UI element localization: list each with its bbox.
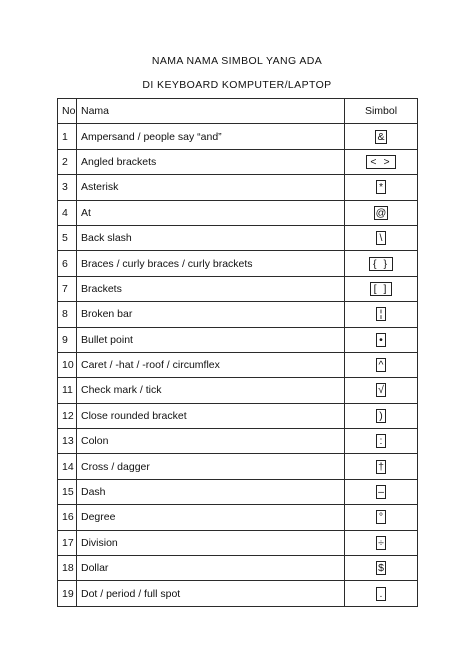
row-number: 5: [58, 225, 77, 250]
symbol-cell: [345, 454, 418, 479]
symbol-table: [57, 98, 418, 607]
symbol-cell: [345, 327, 418, 352]
symbol-glyph: < >: [366, 155, 395, 169]
table-row: [58, 581, 418, 606]
symbol-glyph: *: [376, 180, 386, 194]
symbol-cell: [345, 124, 418, 149]
symbol-glyph: [ ]: [370, 282, 393, 296]
symbol-glyph: :: [376, 434, 386, 448]
table-row: [58, 454, 418, 479]
document-title-line-1: NAMA NAMA SIMBOL YANG ADA: [151, 55, 323, 67]
symbol-name: Check mark / tick: [77, 378, 345, 403]
symbol-name: Brackets: [77, 276, 345, 301]
symbol-cell: [345, 378, 418, 403]
row-number: 8: [58, 302, 77, 327]
symbol-name: Degree: [77, 505, 345, 530]
symbol-name: Dollar: [77, 556, 345, 581]
table-row: [58, 276, 418, 301]
symbol-name: Ampersand / people say “and”: [77, 124, 345, 149]
symbol-name: Broken bar: [77, 302, 345, 327]
row-number: 19: [58, 581, 77, 606]
header-nama: Nama: [77, 99, 345, 124]
symbol-glyph: \: [376, 231, 386, 245]
row-number: 16: [58, 505, 77, 530]
symbol-cell: [345, 225, 418, 250]
symbol-glyph: @: [375, 206, 387, 219]
symbol-glyph: •: [376, 333, 386, 347]
table-row: [58, 302, 418, 327]
symbol-cell: [345, 556, 418, 581]
symbol-name: Dash: [77, 479, 345, 504]
table-row: [58, 175, 418, 200]
header-simbol: Simbol: [345, 99, 418, 124]
row-number: 10: [58, 352, 77, 377]
row-number: 11: [58, 378, 77, 403]
symbol-name: Caret / -hat / -roof / circumflex: [77, 352, 345, 377]
row-number: 1: [58, 124, 77, 149]
symbol-cell: [345, 581, 418, 606]
symbol-glyph: { }: [369, 257, 393, 271]
symbol-name: Asterisk: [77, 175, 345, 200]
row-number: 3: [58, 175, 77, 200]
symbol-name: Colon: [77, 429, 345, 454]
row-number: 14: [58, 454, 77, 479]
symbol-name: Cross / dagger: [77, 454, 345, 479]
symbol-cell: [345, 276, 418, 301]
symbol-name: Close rounded bracket: [77, 403, 345, 428]
symbol-glyph: √: [376, 383, 386, 397]
table-row: [58, 200, 418, 225]
header-no: No: [58, 99, 77, 124]
table-row: [58, 352, 418, 377]
symbol-glyph: $: [376, 561, 386, 575]
symbol-name: Division: [77, 530, 345, 555]
symbol-cell: [345, 479, 418, 504]
row-number: 7: [58, 276, 77, 301]
symbol-name: Angled brackets: [77, 149, 345, 174]
table-header-row: [58, 99, 418, 124]
symbol-cell: [345, 200, 418, 225]
table-row: [58, 251, 418, 276]
row-number: 12: [58, 403, 77, 428]
document-title-line-2: DI KEYBOARD KOMPUTER/LAPTOP: [142, 79, 332, 91]
symbol-cell: [345, 251, 418, 276]
symbol-name: Braces / curly braces / curly brackets: [77, 251, 345, 276]
table-row: [58, 429, 418, 454]
symbol-cell: [345, 149, 418, 174]
symbol-glyph: ): [376, 409, 386, 423]
table-row: [58, 327, 418, 352]
symbol-glyph: .: [376, 587, 386, 601]
symbol-name: Dot / period / full spot: [77, 581, 345, 606]
symbol-cell: [345, 530, 418, 555]
table-row: [58, 556, 418, 581]
row-number: 6: [58, 251, 77, 276]
symbol-glyph: –: [376, 485, 386, 499]
symbol-cell: [345, 352, 418, 377]
table-body: [58, 124, 418, 606]
row-number: 13: [58, 429, 77, 454]
symbol-glyph: ¦: [376, 307, 386, 321]
table-row: [58, 479, 418, 504]
row-number: 2: [58, 149, 77, 174]
table-row: [58, 530, 418, 555]
symbol-name: Back slash: [77, 225, 345, 250]
symbol-cell: [345, 429, 418, 454]
table-row: [58, 149, 418, 174]
row-number: 15: [58, 479, 77, 504]
symbol-glyph: ^: [376, 358, 386, 372]
table-row: [58, 225, 418, 250]
symbol-glyph: &: [377, 130, 385, 143]
row-number: 4: [58, 200, 77, 225]
symbol-glyph: †: [376, 460, 386, 474]
row-number: 9: [58, 327, 77, 352]
table-row: [58, 378, 418, 403]
symbol-name: Bullet point: [77, 327, 345, 352]
symbol-cell: [345, 403, 418, 428]
symbol-name: At: [77, 200, 345, 225]
symbol-cell: [345, 175, 418, 200]
row-number: 18: [58, 556, 77, 581]
table-row: [58, 124, 418, 149]
row-number: 17: [58, 530, 77, 555]
symbol-glyph: °: [376, 510, 386, 524]
symbol-cell: [345, 505, 418, 530]
table-row: [58, 505, 418, 530]
table-row: [58, 403, 418, 428]
symbol-glyph: ÷: [376, 536, 386, 550]
symbol-cell: [345, 302, 418, 327]
